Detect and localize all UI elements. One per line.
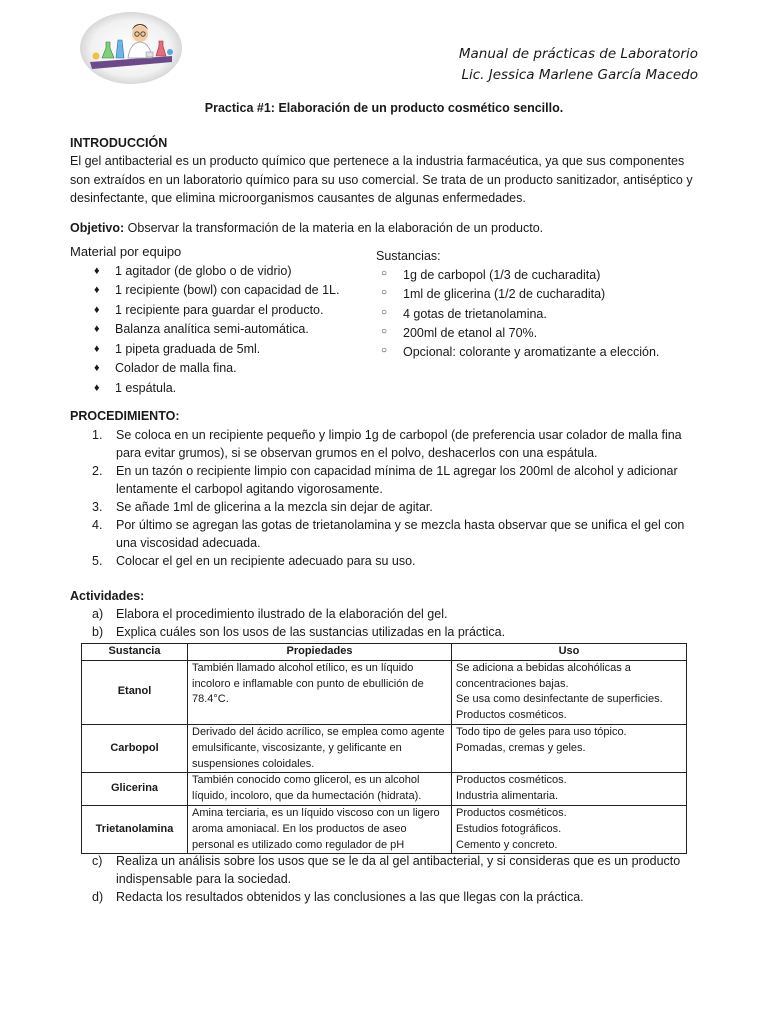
objective-label: Objetivo: — [70, 221, 125, 235]
table-row — [82, 773, 687, 806]
list-item: ♦ 1 recipiente (bowl) con capacidad de 1L. — [70, 281, 370, 301]
activities-list-continued — [70, 852, 700, 906]
column-header: Sustancia — [82, 644, 188, 661]
circle-bullet-icon: ○ — [381, 306, 388, 318]
list-item: ♦ 1 espátula. — [70, 379, 370, 399]
circle-bullet-icon: ○ — [381, 268, 388, 280]
activities-list — [70, 605, 700, 641]
list-item: ♦ Balanza analítica semi-automática. — [70, 320, 370, 340]
diamond-bullet-icon: ♦ — [94, 264, 100, 277]
activities-heading: Actividades: — [70, 589, 145, 603]
substance-properties: Amina terciaria, es un líquido viscoso con un ligero aroma amoniacal. En los productos de aseo personal es utilizado como regulador de pH — [188, 805, 452, 853]
substances-table — [81, 643, 687, 854]
intro-paragraph: El gel antibacterial es un producto químico que pertenece a la industria farmacéutica, ya que sus componentes son extraídos en un laboratorio químico para su uso comercial. Se trata de un producto sanitizador, antiséptico y desinfectante, que elimina microorganismos causantes de algunas enfermedades. — [70, 154, 693, 205]
substance-properties: También conocido como glicerol, es un alcohol líquido, incoloro, que da humectación (hidrata). — [188, 773, 452, 806]
procedure-list — [70, 426, 700, 570]
substances-label: Sustancias: — [376, 249, 441, 263]
substance-uses: Productos cosméticos. Industria alimentaria. — [452, 773, 687, 806]
circle-bullet-icon: ○ — [381, 325, 388, 337]
procedure-step: 4. Por último se agregan las gotas de trietanolamina y se mezcla hasta observar que se unifica el gel con una viscosidad adecuada. — [92, 518, 685, 550]
diamond-bullet-icon: ♦ — [94, 362, 100, 374]
procedure-step: 5. Colocar el gel en un recipiente adecuado para su uso. — [92, 554, 416, 568]
procedure-heading: PROCEDIMIENTO: — [70, 409, 180, 423]
materials-section — [70, 242, 370, 398]
list-item: ○ 200ml de etanol al 70%. — [376, 324, 696, 343]
circle-bullet-icon: ○ — [381, 345, 388, 357]
list-item: ♦ Colador de malla fina. — [70, 359, 370, 379]
list-item: ♦ 1 recipiente para guardar el producto. — [70, 301, 370, 321]
objective-paragraph — [70, 219, 700, 238]
substance-properties: También llamado alcohol etílico, es un líquido incoloro e inflamable con punto de ebullición de 78.4°C. — [188, 660, 452, 724]
document-header — [459, 44, 698, 86]
diamond-bullet-icon: ♦ — [94, 284, 100, 296]
list-item: ○ 1ml de glicerina (1/2 de cucharadita) — [376, 285, 696, 304]
table-header-row — [82, 644, 687, 661]
list-item: ♦ 1 agitador (de globo o de vidrio) — [70, 262, 370, 282]
substance-name: Etanol — [82, 660, 188, 724]
substance-uses: Todo tipo de geles para uso tópico. Pomadas, cremas y geles. — [452, 724, 687, 772]
circle-bullet-icon: ○ — [381, 287, 388, 299]
materials-list — [70, 262, 370, 399]
practice-title: Practica #1: Elaboración de un producto cosmético sencillo. — [204, 101, 564, 115]
column-header: Propiedades — [188, 644, 452, 661]
table-row — [82, 805, 687, 853]
substance-name: Glicerina — [82, 773, 188, 806]
list-item: ♦ 1 pipeta graduada de 5ml. — [70, 340, 370, 360]
lab-logo-icon — [80, 12, 182, 84]
list-item: ○ 1g de carbopol (1/3 de cucharadita) — [376, 266, 696, 285]
author-name: Lic. Jessica Marlene García Macedo — [461, 67, 698, 83]
table-row — [82, 660, 687, 724]
diamond-bullet-icon: ♦ — [94, 303, 100, 316]
substance-uses: Productos cosméticos. Estudios fotográficos. Cemento y concreto. — [452, 805, 687, 853]
substance-properties: Derivado del ácido acrílico, se emplea como agente emulsificante, viscosizante, y gelificante en suspensiones coloidales. — [188, 724, 452, 772]
intro-heading: INTRODUCCIÓN — [70, 136, 168, 150]
materials-label: Material por equipo — [70, 244, 182, 259]
activity-item: b) Explica cuáles son los usos de las sustancias utilizadas en la práctica. — [92, 625, 506, 639]
diamond-bullet-icon: ♦ — [94, 342, 100, 355]
list-item: ○ Opcional: colorante y aromatizante a elección. — [376, 343, 696, 362]
substance-name: Trietanolamina — [82, 805, 188, 853]
manual-title: Manual de prácticas de Laboratorio — [458, 46, 698, 62]
activity-item: d) Redacta los resultados obtenidos y las conclusiones a las que llegas con la práctica. — [92, 890, 584, 904]
column-header: Uso — [452, 644, 687, 661]
substances-section — [376, 247, 696, 362]
table-row — [82, 724, 687, 772]
objective-text: Observar la transformación de la materia en la elaboración de un producto. — [124, 221, 544, 235]
list-item: ○ 4 gotas de trietanolamina. — [376, 305, 696, 324]
procedure-step: 3. Se añade 1ml de glicerina a la mezcla sin dejar de agitar. — [92, 500, 433, 514]
activity-item: c) Realiza un análisis sobre los usos que se le da al gel antibacterial, y si consideras que es un producto indispensable para la sociedad. — [92, 854, 681, 886]
procedure-step: 2. En un tazón o recipiente limpio con capacidad mínima de 1L agregar los 200ml de alcohol y adicionar lentamente el carbopol agitando vigorosamente. — [92, 464, 678, 496]
diamond-bullet-icon: ♦ — [94, 323, 100, 335]
substances-list — [376, 266, 696, 362]
substance-uses: Se adiciona a bebidas alcohólicas a concentraciones bajas. Se usa como desinfectante de superficies. Productos cosméticos. — [452, 660, 687, 724]
substance-name: Carbopol — [82, 724, 188, 772]
procedure-step: 1. Se coloca en un recipiente pequeño y limpio 1g de carbopol (de preferencia usar colador de malla fina para evitar grumos), si se observan grumos en el polvo, deshacerlos con una espátula. — [92, 428, 682, 460]
activity-item: a) Elabora el procedimiento ilustrado de la elaboración del gel. — [92, 607, 448, 621]
diamond-bullet-icon: ♦ — [94, 381, 100, 394]
